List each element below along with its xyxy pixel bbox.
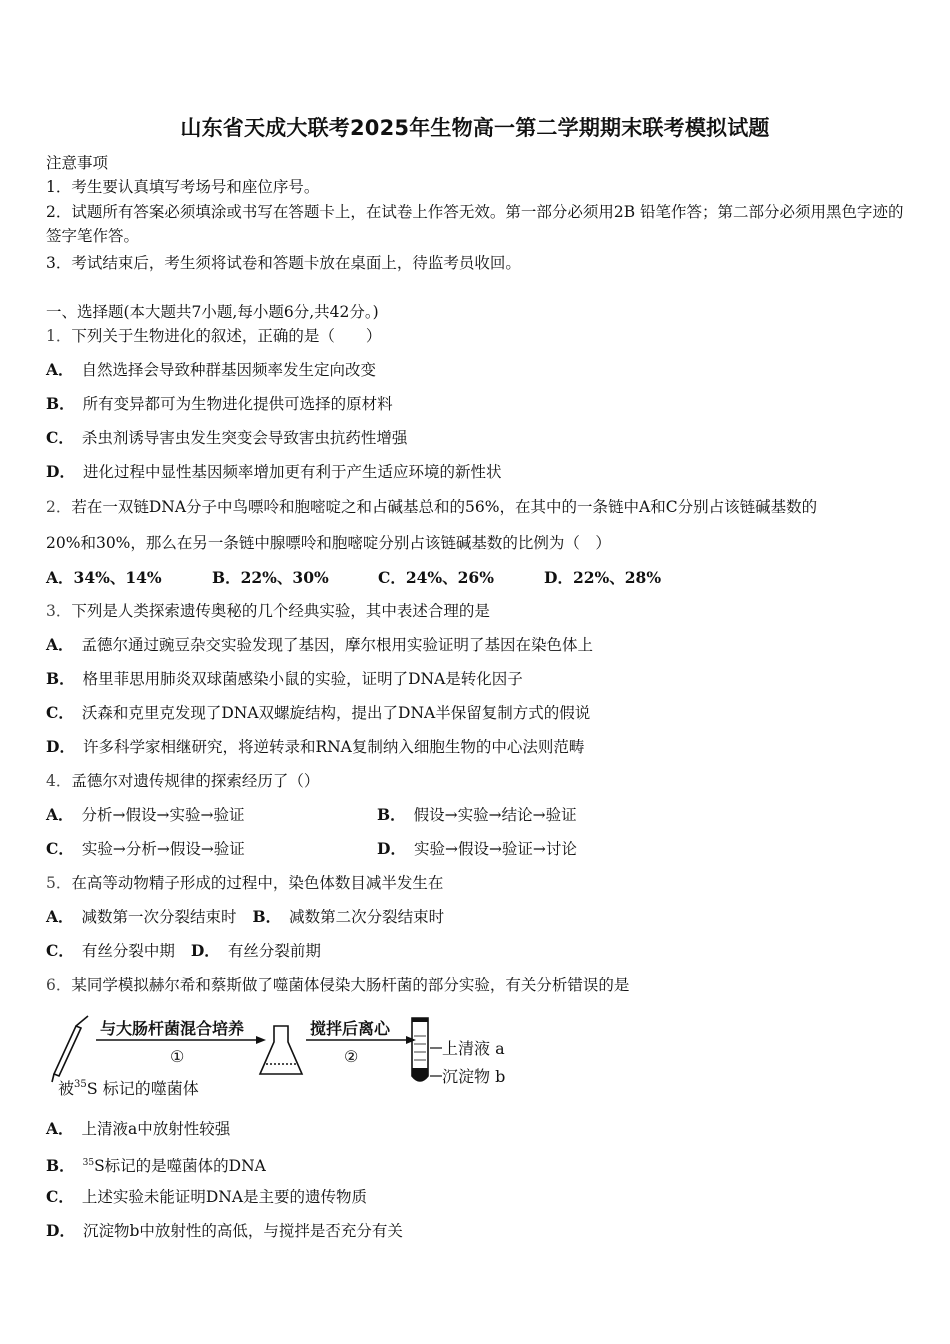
option-6a <box>46 1118 230 1140</box>
question-4-options-row2 <box>46 838 577 860</box>
option-4c <box>46 838 377 860</box>
option-1c <box>46 427 407 449</box>
question-5-options-row1 <box>46 906 444 928</box>
question-3 <box>46 600 490 622</box>
option-2c <box>378 567 544 589</box>
option-label: C． <box>46 703 74 722</box>
option-label: C． <box>46 839 74 858</box>
option-3d <box>46 736 584 758</box>
option-label: B． <box>46 669 75 688</box>
option-3a <box>46 634 593 656</box>
phage-caption-prefix: 被 <box>58 1079 75 1098</box>
option-text: S标记的是噬菌体的DNA <box>94 1157 266 1176</box>
option-6c <box>46 1186 367 1208</box>
option-text: 22%、30% <box>240 568 329 587</box>
option-label: B． <box>46 394 75 413</box>
option-label: A． <box>46 568 74 587</box>
option-text: 实验→假设→验证→讨论 <box>413 840 577 858</box>
question-number: 3． <box>46 602 72 620</box>
option-5c <box>46 940 175 962</box>
option-6d <box>46 1220 403 1242</box>
option-text: 上述实验未能证明DNA是主要的遗传物质 <box>81 1188 368 1206</box>
phage-experiment-figure <box>48 1012 518 1102</box>
option-label: B． <box>377 805 406 824</box>
option-text: 自然选择会导致种群基因频率发生定向改变 <box>81 361 377 379</box>
option-1b <box>46 393 393 415</box>
option-text: 格里菲思用肺炎双球菌感染小鼠的实验，证明了DNA是转化因子 <box>82 670 523 688</box>
option-text: 杀虫剂诱导害虫发生突变会导致害虫抗药性增强 <box>81 429 408 447</box>
notice-item-2: 2．试题所有答案必须填涂或书写在答题卡上，在试卷上作答无效。第一部分必须用2B 铅笔作答；第二部分必须用黑色字迹的签字笔作答。 <box>46 203 904 245</box>
question-stem: 下列关于生物进化的叙述，正确的是（ ） <box>71 327 382 345</box>
notice-item-1: 1．考生要认真填写考场号和座位序号。 <box>46 178 320 196</box>
option-label: C． <box>378 568 406 587</box>
question-number: 6． <box>46 976 72 994</box>
phage-caption <box>58 1079 199 1098</box>
isotope-superscript: 35 <box>82 1158 95 1168</box>
question-6 <box>46 974 629 996</box>
question-5-options-row2 <box>46 940 321 962</box>
option-text: 进化过程中显性基因频率增加更有利于产生适应环境的新性状 <box>82 463 502 481</box>
option-3b <box>46 668 523 690</box>
question-number: 4． <box>46 772 72 790</box>
arrow-head-2 <box>406 1036 416 1044</box>
option-text: 减数第二次分裂结束时 <box>289 908 445 926</box>
option-2b <box>212 567 378 589</box>
question-4-options-row1 <box>46 804 577 826</box>
option-text: 分析→假设→实验→验证 <box>81 806 245 824</box>
option-4b <box>377 804 577 826</box>
arrow-head-1 <box>256 1036 266 1044</box>
phage-caption-suffix: S 标记的噬菌体 <box>86 1079 199 1098</box>
question-stem: 在高等动物精子形成的过程中，染色体数目减半发生在 <box>71 874 444 892</box>
option-text: 假设→实验→结论→验证 <box>413 806 577 824</box>
question-number: 2． <box>46 498 72 516</box>
option-text: 减数第一次分裂结束时 <box>81 908 237 926</box>
option-label: C． <box>46 428 74 447</box>
option-text: 22%、28% <box>572 568 662 587</box>
phage-isotope-mass: 35 <box>74 1079 87 1090</box>
question-2-line2: 20%和30%，那么在另一条链中腺嘌呤和胞嘧啶分别占该链碱基数的比例为（ ） <box>46 534 611 552</box>
question-stem: 孟德尔对遗传规律的探索经历了（） <box>71 772 320 790</box>
option-label: B． <box>212 568 241 587</box>
flask-icon <box>260 1026 302 1074</box>
option-label: A． <box>46 360 74 379</box>
option-label: A． <box>46 1119 74 1138</box>
step-2-number: ② <box>344 1047 359 1066</box>
option-text: 实验→分析→假设→验证 <box>81 840 245 858</box>
option-2d <box>544 567 661 589</box>
pipette-icon <box>52 1016 88 1082</box>
notice-heading: 注意事项 <box>46 154 109 172</box>
option-text: 有丝分裂中期 <box>81 942 175 960</box>
option-label: D． <box>544 568 573 587</box>
option-text: 上清液a中放射性较强 <box>81 1120 231 1138</box>
option-text: 34%、14% <box>73 568 162 587</box>
option-1d <box>46 461 501 483</box>
option-text: 24%、26% <box>405 568 494 587</box>
option-label: D． <box>46 462 75 481</box>
question-number: 5． <box>46 874 72 892</box>
option-label: D． <box>46 1221 75 1240</box>
option-5a <box>46 906 237 928</box>
option-4a <box>46 804 377 826</box>
sediment-label: 沉淀物 b <box>442 1067 506 1086</box>
option-4d <box>377 838 577 860</box>
option-3c <box>46 702 590 724</box>
option-label: B． <box>46 1156 75 1176</box>
step-2-label: 搅拌后离心 <box>310 1019 391 1038</box>
question-stem: 某同学模拟赫尔希和蔡斯做了噬菌体侵染大肠杆菌的部分实验，有关分析错误的是 <box>71 976 630 994</box>
option-label: A． <box>46 907 74 926</box>
option-5d <box>191 940 321 962</box>
question-1 <box>46 325 381 347</box>
option-label: D． <box>377 839 406 858</box>
option-1a <box>46 359 376 381</box>
option-2a <box>46 567 212 589</box>
option-label: A． <box>46 635 74 654</box>
option-label: B． <box>252 907 282 926</box>
question-4 <box>46 770 319 792</box>
page-title: 山东省天成大联考2025年生物高一第二学期期末联考模拟试题 <box>180 116 770 140</box>
option-label: D． <box>190 941 220 960</box>
option-label: C． <box>46 1187 74 1206</box>
step-1-label: 与大肠杆菌混合培养 <box>100 1019 245 1038</box>
supernatant-label: 上清液 a <box>442 1039 505 1058</box>
option-text: 许多科学家相继研究，将逆转录和RNA复制纳入细胞生物的中心法则范畴 <box>82 738 585 756</box>
option-text: 所有变异都可为生物进化提供可选择的原材料 <box>82 395 393 413</box>
option-text: 沃森和克里克发现了DNA双螺旋结构，提出了DNA半保留复制方式的假说 <box>81 704 591 722</box>
option-text: 有丝分裂前期 <box>227 942 321 960</box>
option-label: D． <box>46 737 75 756</box>
question-stem: 下列是人类探索遗传奥秘的几个经典实验，其中表述合理的是 <box>71 602 490 620</box>
section-heading: 一、选择题(本大题共7小题,每小题6分,共42分。) <box>46 303 379 321</box>
option-5b <box>253 906 445 928</box>
question-2-options <box>46 567 661 589</box>
question-number: 1． <box>46 327 72 345</box>
experiment-diagram <box>48 1012 518 1102</box>
question-stem: 若在一双链DNA分子中鸟嘌呤和胞嘧啶之和占碱基总和的56%，在其中的一条链中A和C分别占该链碱基数的 <box>71 498 818 516</box>
option-text: 沉淀物b中放射性的高低，与搅拌是否充分有关 <box>82 1222 403 1240</box>
question-5 <box>46 872 443 894</box>
option-label: A． <box>46 805 74 824</box>
step-1-number: ① <box>170 1047 185 1066</box>
question-2-line1 <box>46 496 817 518</box>
option-text: 孟德尔通过豌豆杂交实验发现了基因，摩尔根用实验证明了基因在染色体上 <box>81 636 594 654</box>
option-6b <box>46 1152 266 1177</box>
test-tube-icon <box>412 1018 428 1081</box>
option-label: C． <box>46 941 74 960</box>
notice-item-3: 3．考试结束后，考生须将试卷和答题卡放在桌面上，待监考员收回。 <box>46 254 521 272</box>
